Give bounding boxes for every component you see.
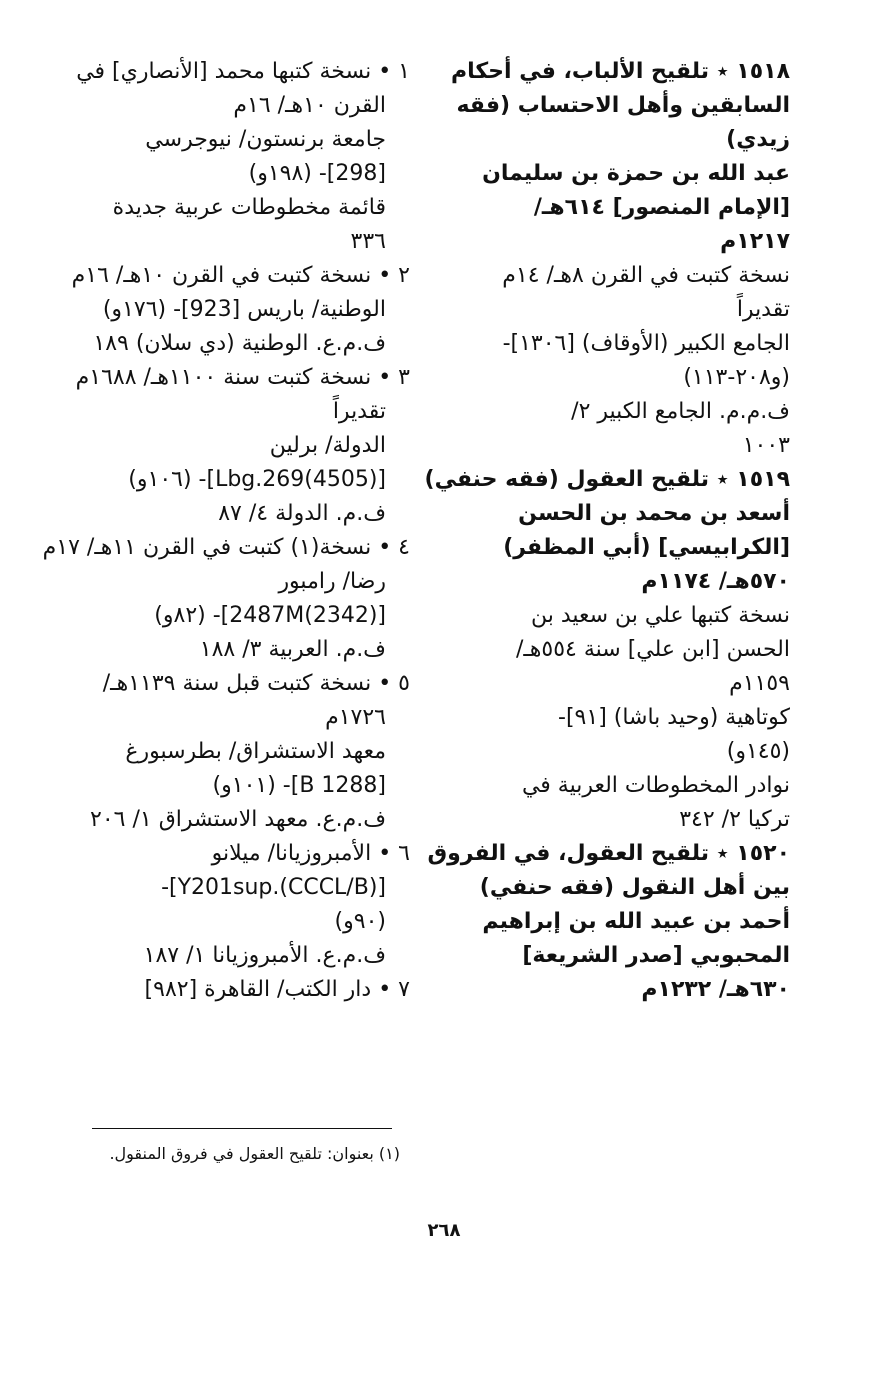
entry-detail-line: القرن ١٠هـ/ ١٦م <box>233 93 386 118</box>
right-column-line: ٦٣٠هـ/ ١٢٣٢م <box>641 977 790 1002</box>
right-column-line: ١٥٢٠ ٭ تلقيح العقول، في الفروق <box>427 841 790 866</box>
right-column-line: السابقين وأهل الاحتساب (فقه <box>456 93 790 118</box>
entry-item-line: ٥ • نسخة كتبت قبل سنة ١١٣٩هـ/ <box>102 671 410 696</box>
entry-item-line: ٧ • دار الكتب/ القاهرة [٩٨٢] <box>144 977 410 1002</box>
entry-detail-line: معهد الاستشراق/ بطرسبورغ <box>125 739 386 764</box>
entry-detail-line: الدولة/ برلين <box>269 433 386 458</box>
right-column-line: الحسن [ابن علي] سنة ٥٥٤هـ/ <box>515 637 790 662</box>
right-column-line: ١٠٠٣ <box>742 433 790 458</box>
entry-item-line: ٢ • نسخة كتبت في القرن ١٠هـ/ ١٦م <box>71 263 410 288</box>
entry-detail-line: الوطنية/ باريس [923]- (١٧٦و) <box>102 297 386 322</box>
left-column <box>42 55 410 1007</box>
entry-item-line: ٤ • نسخة(١) كتبت في القرن ١١هـ/ ١٧م <box>42 535 410 560</box>
right-column-line: أسعد بن محمد بن الحسن <box>518 501 790 526</box>
right-column-line: ف.م.م. الجامع الكبير ٢/ <box>571 399 790 424</box>
right-column-line: ١٢١٧م <box>720 229 790 254</box>
right-column-line: أحمد بن عبيد الله بن إبراهيم <box>482 909 790 934</box>
entry-detail-line: ف.م.ع. الوطنية (دي سلان) ١٨٩ <box>93 331 386 356</box>
right-column-line: الجامع الكبير (الأوقاف) [١٣٠٦]- <box>502 331 790 356</box>
right-column-line: ١١٥٩م <box>729 671 790 696</box>
right-column-line: تقديراً <box>736 297 790 322</box>
entry-detail-line: [B 1288]- (١٠١و) <box>212 773 386 798</box>
entry-detail-line: ف.م.ع. الأمبروزيانا ١/ ١٨٧ <box>143 943 386 968</box>
entry-detail-line: (٩٠و) <box>334 909 386 934</box>
entry-item-line: ٣ • نسخة كتبت سنة ١١٠٠هـ/ ١٦٨٨م <box>75 365 410 390</box>
entry-detail-line: ١٧٢٦م <box>325 705 386 730</box>
right-column <box>424 55 790 1007</box>
right-column-line: المحبوبي [صدر الشريعة] <box>522 943 790 968</box>
right-column-line: عبد الله بن حمزة بن سليمان <box>482 161 790 186</box>
right-column-line: ١٥١٨ ٭ تلقيح الألباب، في أحكام <box>450 59 790 84</box>
right-column-line: [الكرابيسي] (أبي المظفر) <box>503 535 790 560</box>
entry-detail-line: رضا/ رامبور <box>278 569 386 594</box>
entry-detail-line: [298]- (١٩٨و) <box>248 161 386 186</box>
footnote-divider <box>92 1128 392 1129</box>
right-column-line: كوتاهية (وحيد باشا) [٩١]- <box>558 705 790 730</box>
right-column-line: نوادر المخطوطات العربية في <box>521 773 790 798</box>
right-column-line: نسخة كتبت في القرن ٨هـ/ ١٤م <box>502 263 790 288</box>
entry-detail-line: جامعة برنستون/ نيوجرسي <box>145 127 386 152</box>
footnote: (١) بعنوان: تلقيح العقول في فروق المنقول. <box>109 1144 400 1163</box>
right-column-line: بين أهل النقول (فقه حنفي) <box>479 875 790 900</box>
entry-detail-line: ف.م.ع. معهد الاستشراق ١/ ٢٠٦ <box>90 807 386 832</box>
right-column-line: (١٤٥و) <box>726 739 790 764</box>
right-column-line: [الإمام المنصور] ٦١٤هـ/ <box>533 195 790 220</box>
entry-detail-line: [Y201sup.(CCCL/B)]- <box>161 875 386 900</box>
entry-detail-line: تقديراً <box>332 399 386 424</box>
right-column-line: تركيا ٢/ ٣٤٢ <box>679 807 790 832</box>
entry-item-line: ١ • نسخة كتبها محمد [الأنصاري] في <box>76 59 410 84</box>
entry-detail-line: قائمة مخطوطات عربية جديدة <box>112 195 386 220</box>
entry-detail-line: [(4505)Lbg.269]- (١٠٦و) <box>128 467 386 492</box>
right-column-line: ٥٧٠هـ/ ١١٧٤م <box>641 569 790 594</box>
right-column-line: نسخة كتبها علي بن سعيد بن <box>530 603 790 628</box>
right-column-line: ١٥١٩ ٭ تلقيح العقول (فقه حنفي) <box>424 467 790 492</box>
page-number: ٢٦٨ <box>427 1220 461 1241</box>
entry-detail-line: ٣٣٦ <box>350 229 386 254</box>
entry-detail-line: [(2342)2487M]- (٨٢و) <box>154 603 386 628</box>
right-column-line: (و٢٠٨-١١٣) <box>683 365 790 390</box>
entry-detail-line: ف.م. العربية ٣/ ١٨٨ <box>199 637 386 662</box>
right-column-line: زيدي) <box>726 127 790 152</box>
entry-item-line: ٦ • الأمبروزيانا/ ميلانو <box>211 841 410 866</box>
entry-detail-line: ف.م. الدولة ٤/ ٨٧ <box>218 501 386 526</box>
